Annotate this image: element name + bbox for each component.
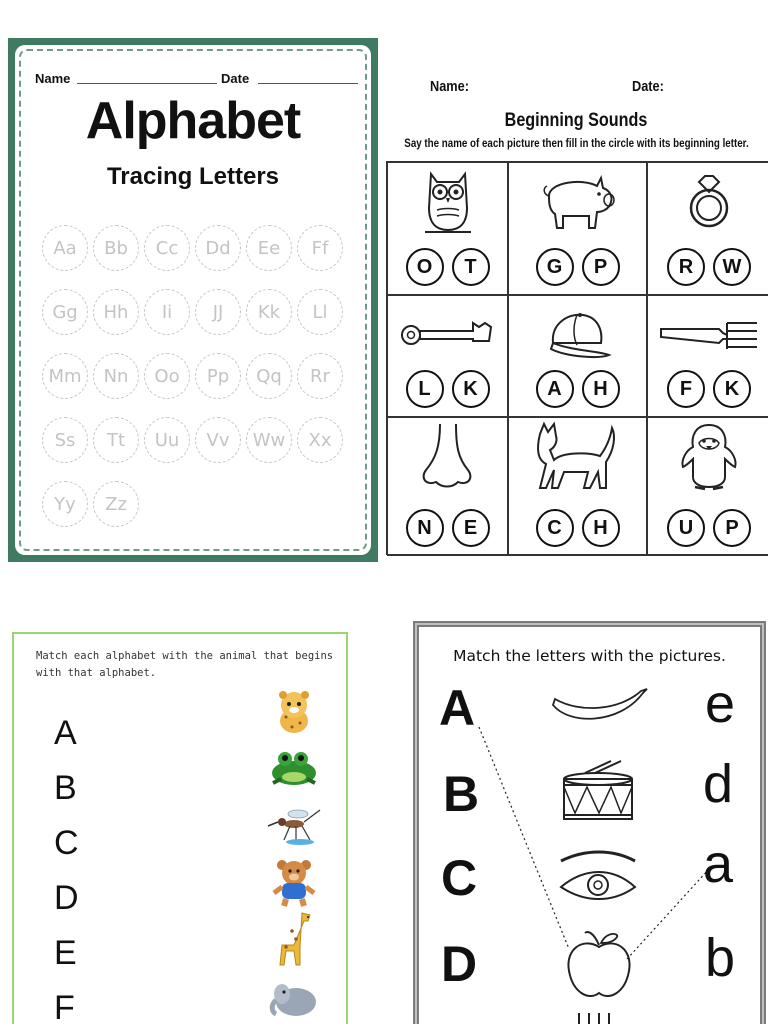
- picture-cell: [508, 162, 647, 295]
- tracing-letter: Bb: [93, 225, 139, 271]
- alphabet-tracing-worksheet: [8, 38, 378, 562]
- match-letter: D: [54, 879, 79, 917]
- hat-icon: [509, 300, 646, 370]
- worksheet-title: Beginning Sounds: [504, 110, 648, 131]
- animal-column: [264, 682, 324, 1024]
- match-letter: F: [54, 989, 75, 1024]
- uppercase-letter: B: [443, 766, 480, 822]
- answer-circle[interactable]: H: [582, 370, 620, 408]
- answer-circle[interactable]: U: [667, 509, 705, 547]
- answer-circle[interactable]: G: [536, 248, 574, 286]
- answer-options: [509, 248, 646, 286]
- picture-cell: [387, 417, 508, 556]
- eye-icon: [555, 847, 641, 909]
- tracing-letter: Vv: [195, 417, 241, 463]
- answer-circle[interactable]: K: [713, 370, 751, 408]
- answer-circle[interactable]: O: [406, 248, 444, 286]
- lowercase-letter: a: [703, 834, 734, 894]
- answer-circle[interactable]: N: [406, 509, 444, 547]
- picture-cell: [508, 417, 647, 556]
- fork-icon: [648, 300, 768, 370]
- match-letter: E: [54, 934, 77, 972]
- lowercase-letter: d: [703, 754, 734, 814]
- match-animals-worksheet: [12, 632, 348, 1024]
- nose-icon: [388, 422, 507, 492]
- answer-circle[interactable]: K: [452, 370, 490, 408]
- match-pictures-worksheet: [413, 621, 766, 1024]
- answer-circle[interactable]: L: [406, 370, 444, 408]
- tracing-letter: Aa: [42, 225, 88, 271]
- answer-circle[interactable]: P: [713, 509, 751, 547]
- tracing-letter: Ss: [42, 417, 88, 463]
- answer-options: [509, 370, 646, 408]
- tracing-letter-grid: [42, 225, 352, 527]
- ring-icon: [648, 167, 768, 237]
- tracing-letter: Pp: [195, 353, 241, 399]
- penguin-icon: [648, 422, 768, 492]
- pig-icon: [509, 167, 646, 237]
- match-letter: A: [54, 714, 77, 752]
- mosquito-icon: [264, 796, 324, 853]
- tracing-letter: JJ: [195, 289, 241, 335]
- frog-icon: [264, 739, 324, 796]
- answer-circle[interactable]: R: [667, 248, 705, 286]
- answer-circle[interactable]: E: [452, 509, 490, 547]
- tracing-letter: Oo: [144, 353, 190, 399]
- answer-options: [648, 509, 768, 547]
- tracing-letter: Kk: [246, 289, 292, 335]
- match-letter: B: [54, 769, 77, 807]
- worksheet-title: Alphabet: [85, 92, 301, 150]
- tracing-letter: Ww: [246, 417, 292, 463]
- worksheet-page: [15, 45, 371, 555]
- date-label: Date:: [632, 78, 664, 95]
- tracing-letter: Ii: [144, 289, 190, 335]
- instruction-text: Say the name of each picture then fill in the circle with its beginning letter.: [404, 138, 749, 150]
- tracing-letter: Rr: [297, 353, 343, 399]
- lowercase-letter: b: [705, 928, 736, 988]
- uppercase-letter: C: [441, 850, 478, 906]
- leopard-icon: [264, 682, 324, 739]
- tracing-letter: Dd: [195, 225, 241, 271]
- candles-icon: [569, 1009, 619, 1024]
- instruction-text: Match each alphabet with the animal that begins with that alphabet.: [36, 650, 334, 679]
- tracing-letter: Zz: [93, 481, 139, 527]
- answer-options: [388, 370, 507, 408]
- letter-column: [54, 706, 79, 1024]
- tracing-letter: Qq: [246, 353, 292, 399]
- tracing-letter: Tt: [93, 417, 139, 463]
- worksheet-page: [419, 627, 760, 1024]
- answer-options: [388, 248, 507, 286]
- picture-cell: [647, 417, 768, 556]
- answer-circle[interactable]: W: [713, 248, 751, 286]
- name-label: Name: [35, 71, 71, 86]
- answer-options: [388, 509, 507, 547]
- tracing-letter: Mm: [42, 353, 88, 399]
- uppercase-letter: D: [441, 936, 478, 992]
- banana-icon: [549, 685, 649, 731]
- giraffe-icon: [264, 910, 324, 967]
- tracing-letter: Cc: [144, 225, 190, 271]
- worksheet-title: Match the letters with the pictures.: [453, 647, 726, 665]
- tracing-letter: Uu: [144, 417, 190, 463]
- worksheet-subtitle: Tracing Letters: [106, 163, 280, 190]
- answer-circle[interactable]: F: [667, 370, 705, 408]
- lowercase-letter: e: [705, 674, 736, 734]
- picture-cell: [647, 295, 768, 417]
- answer-options: [509, 509, 646, 547]
- bear-icon: [264, 853, 324, 910]
- match-letter: C: [54, 824, 79, 862]
- key-icon: [388, 300, 507, 370]
- picture-cell: [647, 162, 768, 295]
- date-label: Date: [221, 71, 250, 86]
- uppercase-letter: A: [439, 680, 476, 736]
- owl-icon: [388, 167, 507, 237]
- answer-circle[interactable]: A: [536, 370, 574, 408]
- name-label: Name:: [430, 78, 469, 95]
- elephant-icon: [264, 967, 324, 1024]
- answer-circle[interactable]: H: [582, 509, 620, 547]
- answer-circle[interactable]: C: [536, 509, 574, 547]
- tracing-letter: Xx: [297, 417, 343, 463]
- apple-icon: [563, 927, 635, 1003]
- tracing-letter: Nn: [93, 353, 139, 399]
- answer-circle[interactable]: P: [582, 248, 620, 286]
- beginning-sounds-worksheet: [384, 72, 768, 560]
- tracing-letter: Hh: [93, 289, 139, 335]
- name-line: [77, 83, 217, 84]
- drum-icon: [559, 757, 637, 827]
- tracing-letter: Ff: [297, 225, 343, 271]
- tracing-letter: Gg: [42, 289, 88, 335]
- picture-cell: [387, 295, 508, 417]
- tracing-letter: Ll: [297, 289, 343, 335]
- cat-icon: [509, 422, 646, 492]
- answer-options: [648, 370, 768, 408]
- picture-cell: [508, 295, 647, 417]
- tracing-letter: Ee: [246, 225, 292, 271]
- picture-cell: [387, 162, 508, 295]
- tracing-letter: Yy: [42, 481, 88, 527]
- picture-grid: [386, 161, 768, 555]
- answer-circle[interactable]: T: [452, 248, 490, 286]
- answer-options: [648, 248, 768, 286]
- date-line: [258, 83, 358, 84]
